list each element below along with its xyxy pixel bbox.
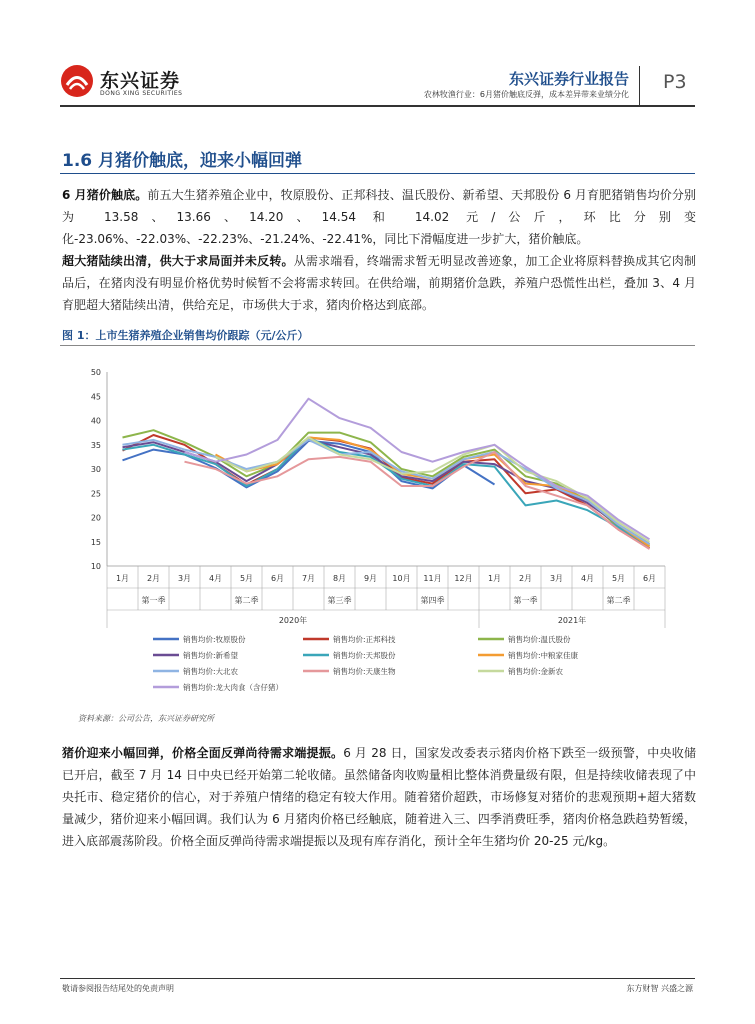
x-tick-label: 5月 (239, 574, 254, 583)
paragraph-2 (62, 250, 696, 316)
paragraph-3-lead: 猪价迎来小幅回弹，价格全面反弹尚待需求端提振。 (62, 746, 344, 760)
x-tick-label: 9月 (363, 574, 378, 583)
x-tick-label: 5月 (611, 574, 626, 583)
x-tick-label: 2月 (518, 574, 533, 583)
figure-rule (60, 345, 695, 346)
quarter-label: 第二季 (234, 596, 259, 605)
quarter-label: 第四季 (420, 596, 445, 605)
y-tick-label: 15 (90, 537, 101, 547)
paragraph-3-body: 6 月 28 日，国家发改委表示猪肉价格下跌至一级预警，中央收储已开启，截至 7 月 14 日中央已经开始第二轮收储。虽然储备肉收购量相比整体消费量级有限，但是持续收储表现了中央托市、稳定猪价的信心，对于养殖户情绪的稳定有较大作用。随着猪价超跌，市场修复对猪价的悲观预期+超大猪数量减少，猪价迎来小幅回调。我们认为 6 月猪肉价格已经触底，随着进入三、四季消费旺季，猪肉价格急跌趋势暂缓，进入底部震荡阶段。价格全面反弹尚待需求端提振以及现有库存消化，预计全年生猪均价 20-25 元/kg。 (62, 746, 696, 848)
paragraph-1-body: 前五大生猪养殖企业中，牧原股份、正邦科技、温氏股份、新希望、天邦股份 6 月育肥猪销售均价分别为 13.58、13.66、14.20、14.54 和 14.02 元/公斤，环比分别变化-23.06%、-22.03%、-22.23%、-21.24%、-22.41%，同比下滑幅度进一步扩大，猪价触底。 (62, 188, 696, 246)
y-tick-label: 30 (90, 465, 101, 474)
x-tick-label: 1月 (487, 574, 502, 583)
x-tick-label: 4月 (580, 574, 595, 583)
x-tick-label: 12月 (454, 574, 473, 583)
x-tick-label: 11月 (423, 574, 442, 583)
x-tick-label: 7月 (301, 574, 316, 583)
report-subtitle: 农林牧渔行业：6月猪价触底反弹，成本差异带来业绩分化 (423, 90, 629, 99)
legend-label: 销售均价:牧原股份 (183, 635, 246, 644)
quarter-label: 第三季 (327, 596, 352, 605)
quarter-label: 第二季 (606, 596, 631, 605)
x-tick-label: 3月 (177, 574, 192, 583)
legend-label: 销售均价:天康生物 (333, 667, 396, 676)
series-line-9 (216, 438, 650, 542)
x-tick-label: 1月 (115, 574, 130, 583)
y-tick-label: 20 (90, 513, 101, 523)
x-tick-label: 6月 (270, 574, 285, 583)
paragraph-1 (62, 184, 696, 250)
paragraph-1-lead: 6 月猪价触底。 (62, 188, 148, 202)
footer-disclaimer: 敬请参阅报告结尾处的免责声明 (62, 984, 174, 993)
header-divider (639, 66, 640, 106)
legend-label: 销售均价:温氏股份 (508, 635, 571, 644)
legend-label: 销售均价:正邦科技 (333, 635, 396, 644)
x-tick-label: 2月 (146, 574, 161, 583)
y-tick-label: 25 (90, 489, 101, 499)
figure-source: 资料来源：公司公告，东兴证券研究所 (78, 714, 214, 723)
series-line-6 (216, 438, 650, 547)
y-tick-label: 10 (90, 562, 101, 571)
x-tick-label: 8月 (332, 574, 347, 583)
company-logo-icon (60, 64, 94, 98)
quarter-label: 第一季 (141, 596, 166, 605)
y-tick-label: 40 (90, 416, 101, 426)
y-tick-label: 50 (90, 368, 101, 377)
figure-title: 图 1：上市生猪养殖企业销售均价跟踪（元/公斤） (62, 329, 309, 342)
legend-label: 销售均价:大北农 (183, 667, 239, 676)
legend-label: 销售均价:龙大肉食（含仔猪） (183, 683, 284, 692)
section-rule (60, 173, 695, 174)
x-tick-label: 10月 (392, 574, 411, 583)
y-tick-label: 35 (90, 440, 101, 450)
year-label: 2020年 (278, 616, 308, 625)
footer-slogan: 东方财智 兴盛之源 (626, 984, 693, 993)
x-tick-label: 4月 (208, 574, 223, 583)
price-line-chart (60, 352, 700, 712)
report-title: 东兴证券行业报告 (508, 70, 629, 88)
quarter-label: 第一季 (513, 596, 538, 605)
section-title: 1.6 月猪价触底，迎来小幅回弹 (62, 151, 303, 171)
x-tick-label: 3月 (549, 574, 564, 583)
header-rule (60, 105, 695, 107)
company-logo-english: DONG XING SECURITIES (100, 90, 183, 97)
legend-label: 销售均价:金新农 (508, 667, 564, 676)
page-number: P3 (663, 71, 687, 93)
legend-label: 销售均价:天邦股份 (333, 651, 396, 660)
legend-label: 销售均价:中粮家佳康 (508, 651, 579, 660)
paragraph-2-body: 从需求端看，终端需求暂无明显改善迹象，加工企业将原料替换成其它肉制品后，在猪肉没有明显价格优势时候暂不会将需求转回。在供给端，前期猪价急跌，养殖户恐慌性出栏，叠加 3、4 月育肥超大猪陆续出清，供给充足，市场供大于求，猪肉价格达到底部。 (62, 254, 696, 312)
year-label: 2021年 (557, 616, 587, 625)
x-tick-label: 6月 (642, 574, 657, 583)
company-logo-name: 东兴证券 (100, 70, 181, 92)
paragraph-2-lead: 超大猪陆续出清，供大于求局面并未反转。 (62, 254, 294, 268)
paragraph-3 (62, 742, 696, 852)
y-tick-label: 45 (90, 392, 101, 402)
footer-rule (60, 978, 695, 979)
legend-label: 销售均价:新希望 (183, 651, 239, 660)
